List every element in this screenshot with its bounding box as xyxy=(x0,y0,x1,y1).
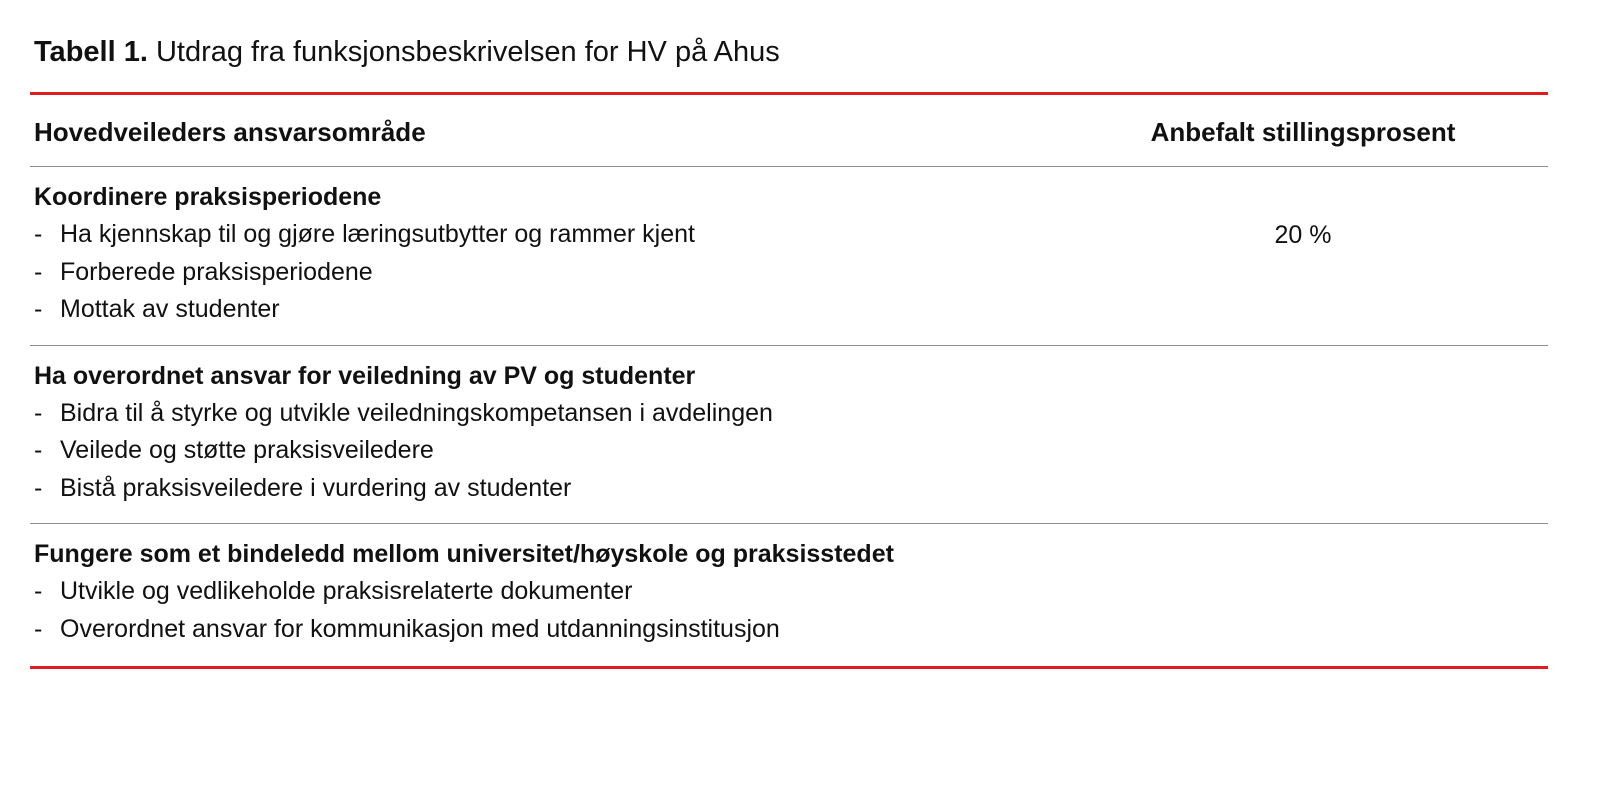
data-table xyxy=(30,92,1548,669)
table-row xyxy=(30,524,1548,668)
row-description-cell xyxy=(30,167,1090,346)
row-title: Koordinere praksisperiodene xyxy=(34,183,382,212)
table-head xyxy=(30,94,1548,167)
row-title: Ha overordnet ansvar for veiledning av PV og studenter xyxy=(34,361,696,390)
row-percentage-cell xyxy=(1090,345,1548,524)
list-item: - Bistå praksisveiledere i vurdering av studenter xyxy=(34,470,1086,508)
row-title: Fungere som et bindeledd mellom universitet/høyskole og praksisstedet xyxy=(34,540,894,569)
table-caption xyxy=(34,34,1548,70)
row-percentage-cell: 20 % xyxy=(1090,167,1548,346)
list-item: - Forberede praksisperiodene xyxy=(34,254,1086,292)
list-item: - Veilede og støtte praksisveiledere xyxy=(34,432,1086,470)
row-item-list xyxy=(34,216,1086,329)
list-item: - Bidra til å styrke og utvikle veiledningskompetansen i avdelingen xyxy=(34,395,1086,433)
column-header-percentage: Anbefalt stillingsprosent xyxy=(1090,95,1548,167)
column-header-description: Hovedveileders ansvarsområde xyxy=(30,95,1090,167)
list-item: - Ha kjennskap til og gjøre læringsutbytter og rammer kjent xyxy=(34,216,1086,254)
list-item: - Utvikle og vedlikeholde praksisrelaterte dokumenter xyxy=(34,573,1086,611)
row-description-cell xyxy=(30,345,1090,524)
table-row xyxy=(30,345,1548,524)
row-item-list xyxy=(34,573,1086,648)
row-description-cell xyxy=(30,524,1090,668)
list-item: - Mottak av studenter xyxy=(34,291,1086,329)
caption-label: Tabell 1. xyxy=(34,36,148,68)
header-row xyxy=(30,95,1548,167)
table-body xyxy=(30,167,1548,668)
table-row xyxy=(30,167,1548,346)
caption-text: Utdrag fra funksjonsbeskrivelsen for HV på Ahus xyxy=(155,36,780,68)
row-item-list xyxy=(34,395,1086,508)
list-item: - Overordnet ansvar for kommunikasjon med utdanningsinstitusjon xyxy=(34,611,1086,649)
row-percentage-cell xyxy=(1090,524,1548,668)
